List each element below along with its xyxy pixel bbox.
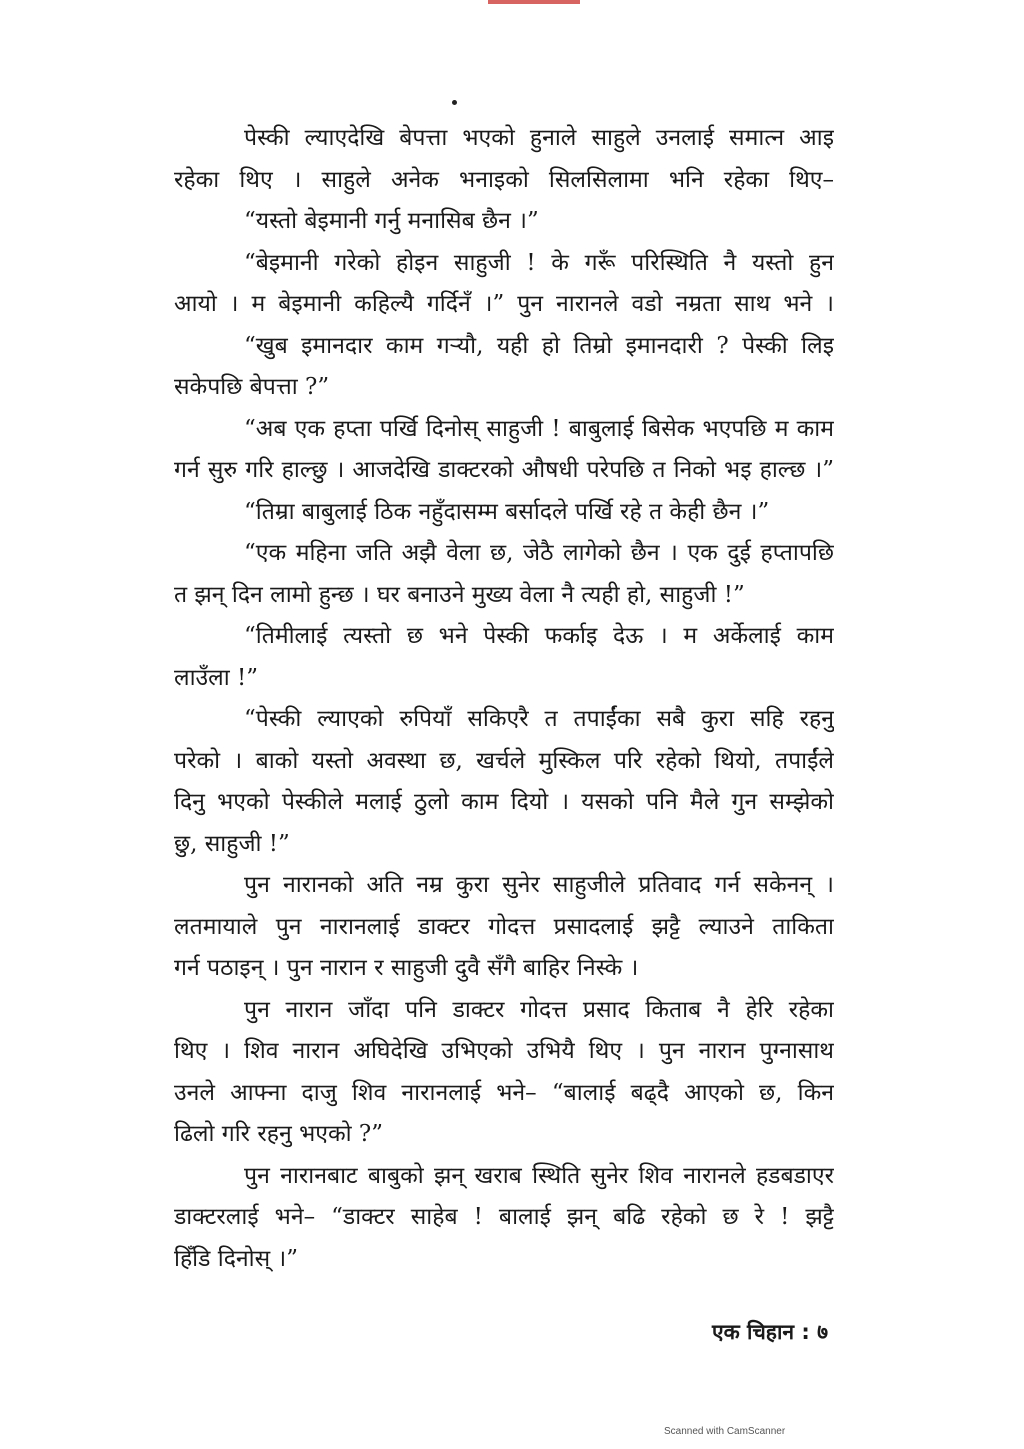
scanner-watermark: Scanned with CamScanner <box>664 1426 786 1437</box>
text-line: गर्न सुरु गरि हाल्छु । आजदेखि डाक्टरको औषधी परेपछि त निको भइ हाल्छ ।” <box>174 457 834 483</box>
text-line: “तिमीलाई त्यस्तो छ भने पेस्की फर्काइ देऊ । म अर्केलाई काम <box>244 623 834 649</box>
text-line: “एक महिना जति अझै वेला छ, जेठै लागेको छैन । एक दुई हप्तापछि <box>244 540 834 566</box>
text-line: “खुब इमानदार काम गर्‍यौ, यही हो तिम्रो इमानदारी ? पेस्की लिइ <box>244 332 834 359</box>
text-line: डाक्टरलाई भने– “डाक्टर साहेब ! बालाई झन् बढि रहेको छ रे ! झट्टै <box>174 1204 834 1230</box>
text-line: “पेस्की ल्याएको रुपियाँ सकिएरै त तपाईंका सबै कुरा सहि रहनु <box>244 706 834 732</box>
page-top-mark <box>488 0 580 4</box>
page-body-text <box>174 118 834 1280</box>
text-line: पुन नारानबाट बाबुको झन् खराब स्थिति सुनेर शिव नारानले हडबडाएर <box>244 1162 834 1189</box>
text-line: रहेका थिए । साहुले अनेक भनाइको सिलसिलामा भनि रहेका थिए– <box>174 166 834 193</box>
text-line: लतमायाले पुन नारानलाई डाक्टर गोदत्त प्रसादलाई झट्टै ल्याउने ताकिता <box>174 913 834 940</box>
text-line: लाउँला !” <box>174 664 259 691</box>
text-line: पुन नारानको अति नम्र कुरा सुनेर साहुजीले प्रतिवाद गर्न सकेनन् । <box>244 872 834 898</box>
text-line: आयो । म बेइमानी कहिल्यै गर्दिनँ ।” पुन नारानले वडो नम्रता साथ भने । <box>174 291 834 317</box>
text-line: “अब एक हप्ता पर्खि दिनोस् साहुजी ! बाबुलाई बिसेक भएपछि म काम <box>244 415 834 442</box>
text-line: “बेइमानी गरेको होइन साहुजी ! के गरूँ परिस्थिति नै यस्तो हुन <box>244 249 834 276</box>
text-line: छु, साहुजी !” <box>174 830 290 857</box>
text-line: गर्न पठाइन् । पुन नारान र साहुजी दुवै सँगै बाहिर निस्के । <box>174 955 639 981</box>
text-line: परेको । बाको यस्तो अवस्था छ, खर्चले मुस्किल परि रहेको थियो, तपाईंले <box>174 747 834 774</box>
text-line: सकेपछि बेपत्ता ?” <box>174 374 330 400</box>
text-line: उनले आफ्ना दाजु शिव नारानलाई भने– “बालाई बढ्दै आएको छ, किन <box>174 1079 834 1106</box>
text-line: हिँडि दिनोस् ।” <box>174 1245 298 1272</box>
text-line: थिए । शिव नारान अघिदेखि उभिएको उभियै थिए । पुन नारान पुग्नासाथ <box>174 1038 834 1064</box>
text-line: ढिलो गरि रहनु भएको ?” <box>174 1121 383 1147</box>
text-line: “यस्तो बेइमानी गर्नु मनासिब छैन ।” <box>244 208 539 234</box>
text-line: पुन नारान जाँदा पनि डाक्टर गोदत्त प्रसाद किताब नै हेरि रहेका <box>244 996 834 1023</box>
text-line: दिनु भएको पेस्कीले मलाई ठुलो काम दियो । यसको पनि मैले गुन सम्झेको <box>174 789 834 815</box>
page-footer: एक चिहान : ७ <box>711 1320 828 1344</box>
ink-dot <box>452 100 457 105</box>
text-line: पेस्की ल्याएदेखि बेपत्ता भएको हुनाले साहुले उनलाई समात्न आइ <box>244 125 834 151</box>
text-line: “तिम्रा बाबुलाई ठिक नहुँदासम्म बर्सादले पर्खि रहे त केही छैन ।” <box>244 498 770 525</box>
text-line: त झन् दिन लामो हुन्छ । घर बनाउने मुख्य वेला नै त्यही हो, साहुजी !” <box>174 581 745 608</box>
